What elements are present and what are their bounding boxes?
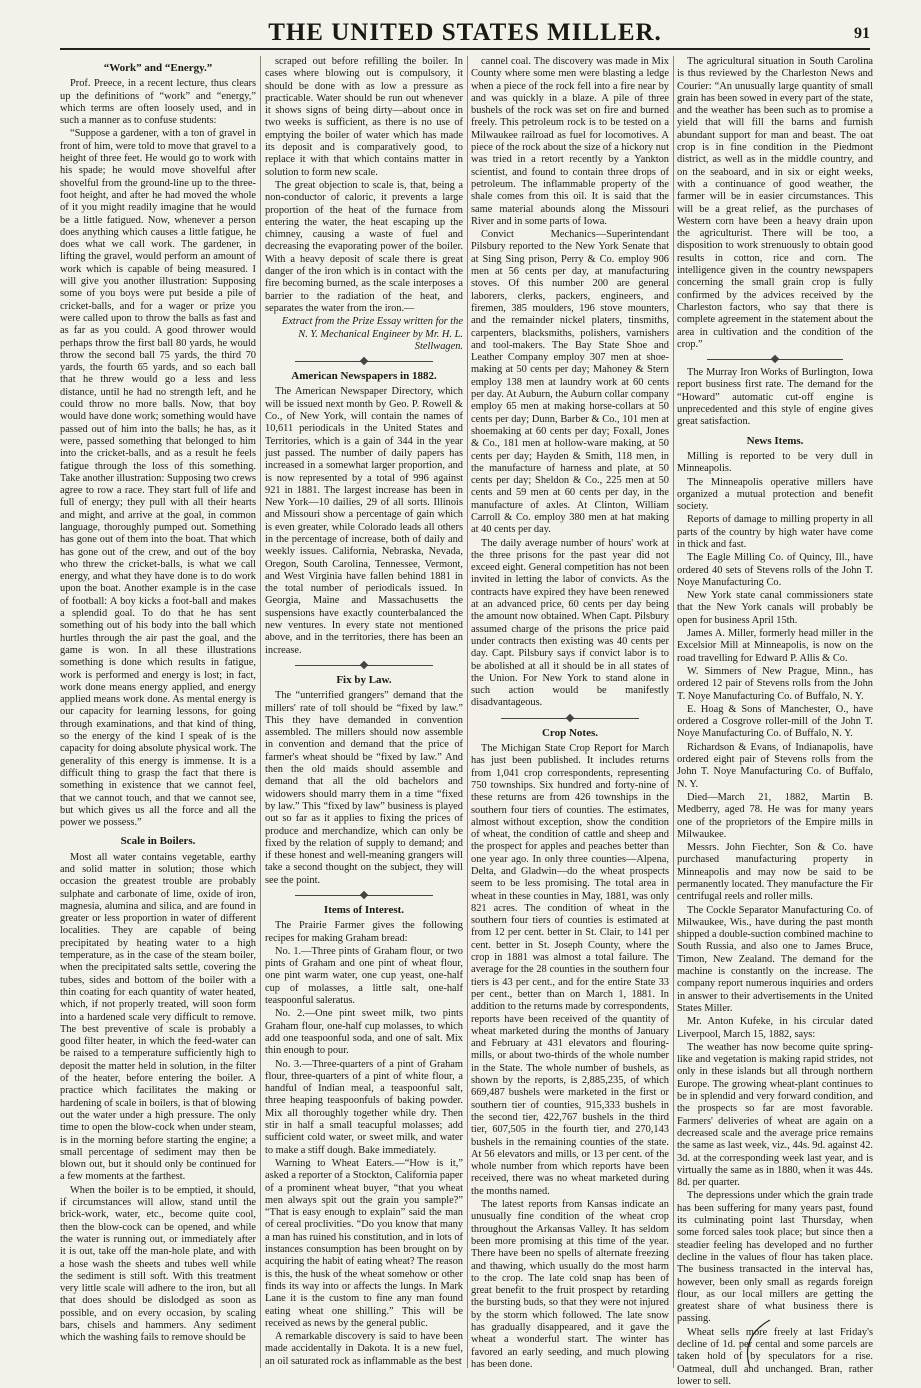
- article-paragraph: E. Hoag & Sons of Manchester, O., have ordered a Cosgrove roller-mill of the John T. Noye Manufacturing Co. of Buffalo, N. Y.: [677, 703, 873, 740]
- article-paragraph: The American Newspaper Directory, which will be issued next month by Geo. P. Rowell & Co., of New York, will contain the names of 10,611 periodicals in the United States and Territories, which is a gain of 344 in the year just passed. The number of daily papers has increased in a somewhat larger proportion, and is now represented by a total of 996 against 921 in 1881. The largest increase has been in New York—10 dailies, 29 of all sorts. Illinois and Missouri show a percentage of gain which is even greater, while Colorado leads all others in the percentage of increase, both of daily and weekly issues. California, Nebraska, Nevada, Oregon, South Carolina, Tennessee, Vermont, and West Virginia have fallen behind 1881 in the total number of periodicals issued. In Georgia, Maine and Massachusetts the suspensions have exactly counterbalanced the new ventures. In every state not mentioned above, and in the territories, there has been an increase.: [265, 386, 463, 656]
- article-paragraph: The great objection to scale is, that, being a non-conductor of caloric, it prevents a large proportion of the heat of the furnace from entering the water, the heat escaping up the chimney, causing a waste of fuel and decreasing the evaporating power of the boiler. With a heavy deposit of scale there is great danger of the iron which is in contact with the fire becoming burned, as the scale interposes a barrier to the radiation of the heat, and separates the water from the iron.—: [265, 179, 463, 314]
- article-paragraph: New York state canal commissioners state that the New York canals will probably be open for business April 15th.: [677, 590, 873, 626]
- ink-mark: [730, 1310, 790, 1370]
- section-divider: [501, 715, 639, 721]
- article-paragraph: Died—March 21, 1882, Martin B. Medberry, aged 78. He was for many years one of the proprietors of the Empire mills in Milwaukee.: [677, 791, 873, 840]
- masthead: [60, 18, 870, 50]
- article-paragraph: James A. Miller, formerly head miller in the Excelsior Mill at Minneapolis, is now on the road travelling for Edward P. Allis & Co.: [677, 628, 873, 664]
- column-rule: [467, 56, 468, 1368]
- article-paragraph: The Cockle Separator Manufacturing Co. of Milwaukee, Wis., have during the past month shipped a double-suction combined machine to South Russia, and also one to James Bruce, Timon, New Zealand. The demand for the machine is constantly on the increase. The company report numerous inquiries and orders in answer to their advertisements in the United States Miller.: [677, 904, 873, 1014]
- section-divider: [295, 892, 433, 898]
- article-paragraph: The “unterrified grangers” demand that the millers' rate of toll should be “fixed by law.” This they have demanded in convention assembled. The millers should now assemble in convention and demand that the price of farmer's wheat should be “fixed by law.” And then the old maids should assemble and demand that all the old bachelors and widowers should marry them in a time “fixed by law.” This “fixed by law” business is played out so far as it applies to fixing the prices of produce and merchandize, which can only be fixed by the relation of supply to demand; and if these honest and well-meaning grangers will take a second thought on the subject, they will see the point.: [265, 690, 463, 886]
- column-3: [471, 56, 669, 1368]
- article-paragraph: Milling is reported to be very dull in Minneapolis.: [677, 450, 873, 475]
- section-divider: [295, 358, 433, 364]
- article-paragraph: The daily average number of hours' work at the three prisons for the past year did not exceed eight. General competition has not been invited in letting the labor of convicts. As the contracts have expired they have been renewed at an advanced price, 60 cents per day being the amount now obtained. When Capt. Pilsbury assumed charge of the prisons the price paid under contracts then existing was 40 cents per day. Capt. Pilsbury says if convict labor is to be abolished at all it should be in all states of the Union. For New York to stand alone in such action would be manifestly disadvantageous.: [471, 537, 669, 709]
- article-paragraph: The Prairie Farmer gives the following recipes for making Graham bread:: [265, 920, 463, 944]
- article-paragraph: Most all water contains vegetable, earthy and solid matter in solution; those which occasion the greatest trouble are probably sulphate and carbonate of lime, oxide of iron, magnesia, alumina and silica, and are found in greater or less proportion in water of different localities. They are capable of being precipitated by heating water to a high temperature, as in the case of the steam boiler, when the precipitated salts settle, covering the tubes, sides and bottom of the boiler with a thin coating for each quantity of water heated, which, if not properly treated, will soon form into a hardened scale very difficult to remove. The best preventive of scale is probably a good filter heater, in which the feed-water can be raised to a temperature sufficiently high to deposit the matter held in solution, in the filter of the heater, before entering the boiler. A practice which facilitates the making or hardening of scale in boilers, is that of blowing out the water under a high pressure. The only time to open the blow-cock when under steam, is in the morning before starting the engine; a small percentage of sediment may then be blown out, but it should only be continued for a few moments at the farthest.: [60, 851, 256, 1183]
- article-paragraph: The weather has now become quite spring-like and vegetation is making rapid strides, not only in these islands but all through northern Europe. The growing wheat-plant continues to be in splendid and very forward condition, and the prospects so far are most favorable. Farmers' deliveries of wheat are again on a decreased scale and the average price remains the same as last week, viz., 44s. 9d. against 42. 3d. at the corresponding week last year, and is virtually the same as in 1880, when it was 44s. 8d. per quarter.: [677, 1041, 873, 1189]
- article-heading: American Newspapers in 1882.: [291, 370, 437, 383]
- article-paragraph: Messrs. John Fiechter, Son & Co. have purchased manufacturing property in Minneapolis and may now be said to be permanently located. They manufacture the Fir centrifugal reels and roller mills.: [677, 842, 873, 903]
- article-paragraph: Richardson & Evans, of Indianapolis, have ordered eight pair of Stevens rolls from the John T. Noye Manufacturing Co. of Buffalo, N. Y.: [677, 741, 873, 790]
- column-1: [60, 56, 256, 1368]
- article-paragraph: cannel coal. The discovery was made in Mix County where some men were blasting a ledge when a piece of the rock fell into a fire near by and was quickly in a blaze. A pile of three bushels of the rock was set on fire and burned freely. This petroleum rock is to be tested on a Milwaukee railroad as fuel for locomotives. A piece of the rock about the size of a hickory nut was tried in a retort recently by a Yankton scientist, and found to contain three drops of petroleum. The inflammable property of the shale comes from this oil. It is said that the same material abounds along the Missouri River and in some parts of Iowa.: [471, 56, 669, 227]
- article-paragraph: No. 3.—Three-quarters of a pint of Graham flour, three-quarters of a pint of white flour, a handful of Indian meal, a teaspoonful salt, three heaping teaspoonfuls of baking powder. Mix all thoroughly together while dry. Then stir in half a small teacupful molasses; add sufficient cold water, or sweet milk, and water to make a stiff dough. Bake immediately.: [265, 1058, 463, 1156]
- article-paragraph: The depressions under which the grain trade has been suffering for many years past, found its culminating point last Thursday, when some forced sales took place; but since then a steadier feeling has developed and no further decline in the values of flour has taken place. The business transacted in the interval has, however, been only small as regards foreign flour, as our local millers are getting the greatest share of what business there is passing.: [677, 1190, 873, 1325]
- article-paragraph: Warning to Wheat Eaters.—“How is it,” asked a reporter of a Stockton, California paper of a prominent wheat buyer, “that you wheat men always spit out the grain you sample?” “That is easy enough to explain” said the man of cereal proclivities. “Do you know that many a man has ruined his constitution, and in lots of instances consumption has been brought on by acquiring the habit of eating wheat? The reason is this, the husk of the wheat somehow or other finds its way into or affects the lungs. In Mark Lane it is the custom to fine any man found eating wheat one shilling.” This will be received as news by the general public.: [265, 1157, 463, 1329]
- article-paragraph: The Michigan State Crop Report for March has just been published. It includes returns from 1,041 crop correspondents, representing 750 townships. Six hundred and forty-nine of these returns are from 426 townships in the southern four tiers of counties. The estimates, almost without exception, show the condition of wheat, the condition of cattle and sheep and the prospect for apples and peaches better than one year ago. In only three counties—Alpena, Delta, and Gladwin—do the wheat prospects seem to be less promising. The total area in wheat in these counties in May, 1881, was only 821 acres. The condition of wheat in the southern four tiers of counties is estimated at from 12 per cent. better in St. Clair, to 141 per cent. better in St. Joseph County, where the crop in 1881 was almost a total failure. The average for the 28 counties in the southern four tiers is 43 per cent., and for the entire State 33 per cent., better than on March 1, 1881. In addition to the returns made by correspondents, reports have been received of the quantity of wheat marketed during the months of January and February at 431 elevators and flouring-mills, or about two-thirds of the whole number in the State. The whole number of bushels, as shown by the reports, is 2,885,235, of which 669,487 bushels were marketed in the first or southern tier of counties, 915,333 bushels in the second tier, 422,767 bushels in the third tier, 607,505 in the fourth tier, and 270,143 bushels in the remaining counties of the state. At 56 elevators and mills, or 13 per cent. of the whole number from which reports have been received, there was no wheat marketed during the months named.: [471, 743, 669, 1197]
- article-paragraph: Prof. Preece, in a recent lecture, thus clears up the definitions of “work” and “energy,” which terms are often loosely used, and in such a manner as to confuse students:: [60, 78, 256, 127]
- article-paragraph: Reports of damage to milling property in all parts of the country by high water have come in thick and fast.: [677, 514, 873, 550]
- article-paragraph: The latest reports from Kansas indicate an unusually fine condition of the wheat crop throughout the Arkansas Valley. It has seldom been more promising at this time of the year. There have been no spells of alternate freezing and thawing, which usually do the most harm to the crop. The late cold snap has been of great benefit to the fruit prospect by retarding the bursting buds, so that they were not injured by the storm which followed. The late snow has gradually disappeared, and it gave the wheat a wonderful start. The winter has favored an early seeding, and much plowing has been done.: [471, 1199, 669, 1370]
- section-divider: [707, 356, 843, 362]
- article-heading: News Items.: [746, 434, 804, 447]
- article-paragraph: Wheat sells more freely at last Friday's decline of 1d. per cental and some parcels are taken hold of by speculators for a rise. Oatmeal, dull and unchanged. Bran, rather lower to sell.: [677, 1326, 873, 1387]
- article-paragraph: Mr. Anton Kufeke, in his circular dated Liverpool, March 15, 1882, says:: [677, 1016, 873, 1040]
- article-paragraph: No. 1.—Three pints of Graham flour, or two pints of Graham and one pint of wheat flour, one pint warm water, one cup yeast, one-half cup of molasses, a little salt, one-half teaspoonful saleratus.: [265, 945, 463, 1007]
- article-heading: Scale in Boilers.: [120, 835, 196, 848]
- column-4: [677, 56, 873, 1387]
- article-heading: Items of Interest.: [323, 904, 405, 916]
- article-paragraph: The agricultural situation in South Carolina is thus reviewed by the Charleston News and Courier: “An unusually large quantity of small grain has been sowed in every part of the state, and the weather has been such as to promise a yield that will fill the barns and furnish abundant support for man and beast. The oat crop is in fine condition in the Piedmont district, as well as in the middle country, and on the seaboard, and in six or eight weeks, with a continuance of good weather, the farmer will be in easier circumstances. This will be a great relief, as the purchases of Western corn have been a heavy drain upon the agriculturist. There will be too, a disposition to work strenuously to obtain good results in cotton, rice and corn. The intelligence given in the country newspapers concerning the small grain crop is fully confirmed by the advices received by the Charleston factors, who say that there is complete agreement in the statement about the area in cultivation and the condition of the crop.”: [677, 56, 873, 350]
- page-number: 91: [854, 25, 870, 42]
- article-paragraph: “Suppose a gardener, with a ton of gravel in front of him, were told to move that gravel to a height of three feet. He would go to work with his spade; he would move shovelful after shovelful from the ground-line up to the three-foot height, and after he had moved the whole of it you might readily imagine that he would be a little fatigued. Now, whenever a person does anything which causes a little fatigue, he does what we call work. The gardener, in lifting the gravel, would perform an amount of work which is capable of being measured. I will give you another illustration: Supposing some of you boys were put beside a pile of cricket-balls, and for a wager or prize you were called upon to throw the balls as fast and as far as you could. A good thrower would perhaps throw the first ball 80 yards, he would throw the second ball 75 yards, the third 70 yards, the fourth 65 yards, and so each ball that he threw would go a less and less distance, until he had no strength left, and he could throw no more balls. Now, that boy would have done work; something would have passed out of him into the balls; he has, as it were, passed something that belonged to him into the cricket-balls, and as a result he feels fatigue through the loss of this something. Take another illustration: Supposing two crews agree to row a race. They start full of life and full of energy; they pull with all their hearts and might, and arrive at the goal, in common language, thoroughly pumped out. Something has gone out of them into the boat. That which has gone out of the crew, and out of the boy who threw the cricket-balls, is what we call energy, and what they have done is to do work upon the boat. Another example is in the case of football: A boy kicks a foot-ball and makes a splendid goal. To do that he has sent something out of his body into the ball which hurtles through the air past the goal, and the game is won. In all these illustrations something is done which results in fatigue, work is performed and energy is lost; in fact, work done means energy applied, and energy applied means work done. As mental energy is our capacity for learning lessons, for going through examinations, and that kind of thing, so the energy of the kind I speak of is the capacity for doing absolute physical work. The generality of this energy is immense. It is a difficult thing to grasp the fact that there is something in existence that we cannot feel, that we cannot touch, and that we cannot see, but which gives us all the force and all the power we possess.”: [60, 128, 256, 829]
- article-heading: Crop Notes.: [541, 726, 598, 739]
- article-paragraph: The Murray Iron Works of Burlington, Iowa report business first rate. The demand for the “Howard” automatic cut-off engine is unprecedented and this style of engine gives great satisfaction.: [677, 367, 873, 428]
- article-paragraph: Convict Mechanics—Superintendant Pilsbury reported to the New York Senate that at Sing Sing prison, Perry & Co. employ 906 men at 56 cents per day, at manufacturing stoves. Of this number 200 are general laborers, clerks, packers, engineers, and firemen, 385 moulders, 196 stove mounters, and the remainder nickel platers, tinsmiths, carpenters, blacksmiths, polishers, varnishers and tool-makers. The Bay State Shoe and Leather Company employ 307 men at shoe-making at 50 cents per day; Mahoney & Stern employ 138 men at laundry work at 60 cents per day. At Auburn, the Auburn collar company employ 65 men at making horse-collars at 50 cents per day; Dunn, Barber & Co., 101 men at shoemaking at 60 cents per day; Foxall, Jones & Co., 181 men at hollow-ware making, at 50 cents per day; Hayden & Smith, 118 men, in the manufacture of harness and plate, at 50 cents per day; Sheldon & Co., 225 men at 50 cents and 59 men at 60 cents per day, in the manufacture of axles. At Clinton, William Carroll & Co. employ 380 men at hat making at 40 cents per day.: [471, 229, 669, 536]
- article-heading: Fix by Law.: [336, 673, 392, 686]
- masthead-title: THE UNITED STATES MILLER.: [268, 19, 662, 46]
- column-rule: [260, 56, 261, 1368]
- article-paragraph: The Eagle Milling Co. of Quincy, Ill., have ordered 40 sets of Stevens rolls of the John T. Noye Manufacturing Co.: [677, 552, 873, 588]
- article-paragraph: scraped out before refilling the boiler. In cases where blowing out is compulsory, it should be done with as low a pressure as practicable. Water should be run out whenever it shows signs of being dirty—about once in two weeks is sufficient, as there is no use of emptying the boiler of water which has made its deposit and is comparatively good, to replace it with that which contains matter in solution to form new scale.: [265, 56, 463, 178]
- column-2: [265, 56, 463, 1368]
- article-paragraph: W. Simmers of New Prague, Minn., has ordered 12 pair of Stevens rolls from the John T. Noye Manufacturing Co. of Buffalo, N. Y.: [677, 665, 873, 702]
- article-heading: “Work” and “Energy.”: [103, 62, 213, 74]
- article-paragraph: A remarkable discovery is said to have been made accidentally in Dakota. It is a new fuel, an oil saturated rock as inflammable as the best: [265, 1331, 463, 1367]
- article-paragraph: The Minneapolis operative millers have organized a mutual protection and benefit society.: [677, 476, 873, 513]
- article-paragraph: No. 2.—One pint sweet milk, two pints Graham flour, one-half cup molasses, to which add one teaspoonful soda, and one of salt. Mix thin enough to pour.: [265, 1008, 463, 1057]
- article-byline: Extract from the Prize Essay written for the N. Y. Mechanical Engineer by Mr. H. L. Stellwagen.: [281, 316, 463, 352]
- article-paragraph: When the boiler is to be emptied, it should, if circumstances will allow, stand until the brick-work, water, etc., become quite cool, then the blow-cock can be opened, and while the water is running out, or immediately after it is out, take off the man-hole plate, and with a hose wash the sheets and tubes well while the sediment is still soft. With this treatment very little scale will adhere to the iron, but all that does should be dislodged as soon as possible, and on every occasion, by scaling bars, chisels and hammers. Any sediment which the washing fails to remove should be: [60, 1184, 256, 1344]
- section-divider: [295, 662, 433, 668]
- column-rule: [673, 56, 674, 1368]
